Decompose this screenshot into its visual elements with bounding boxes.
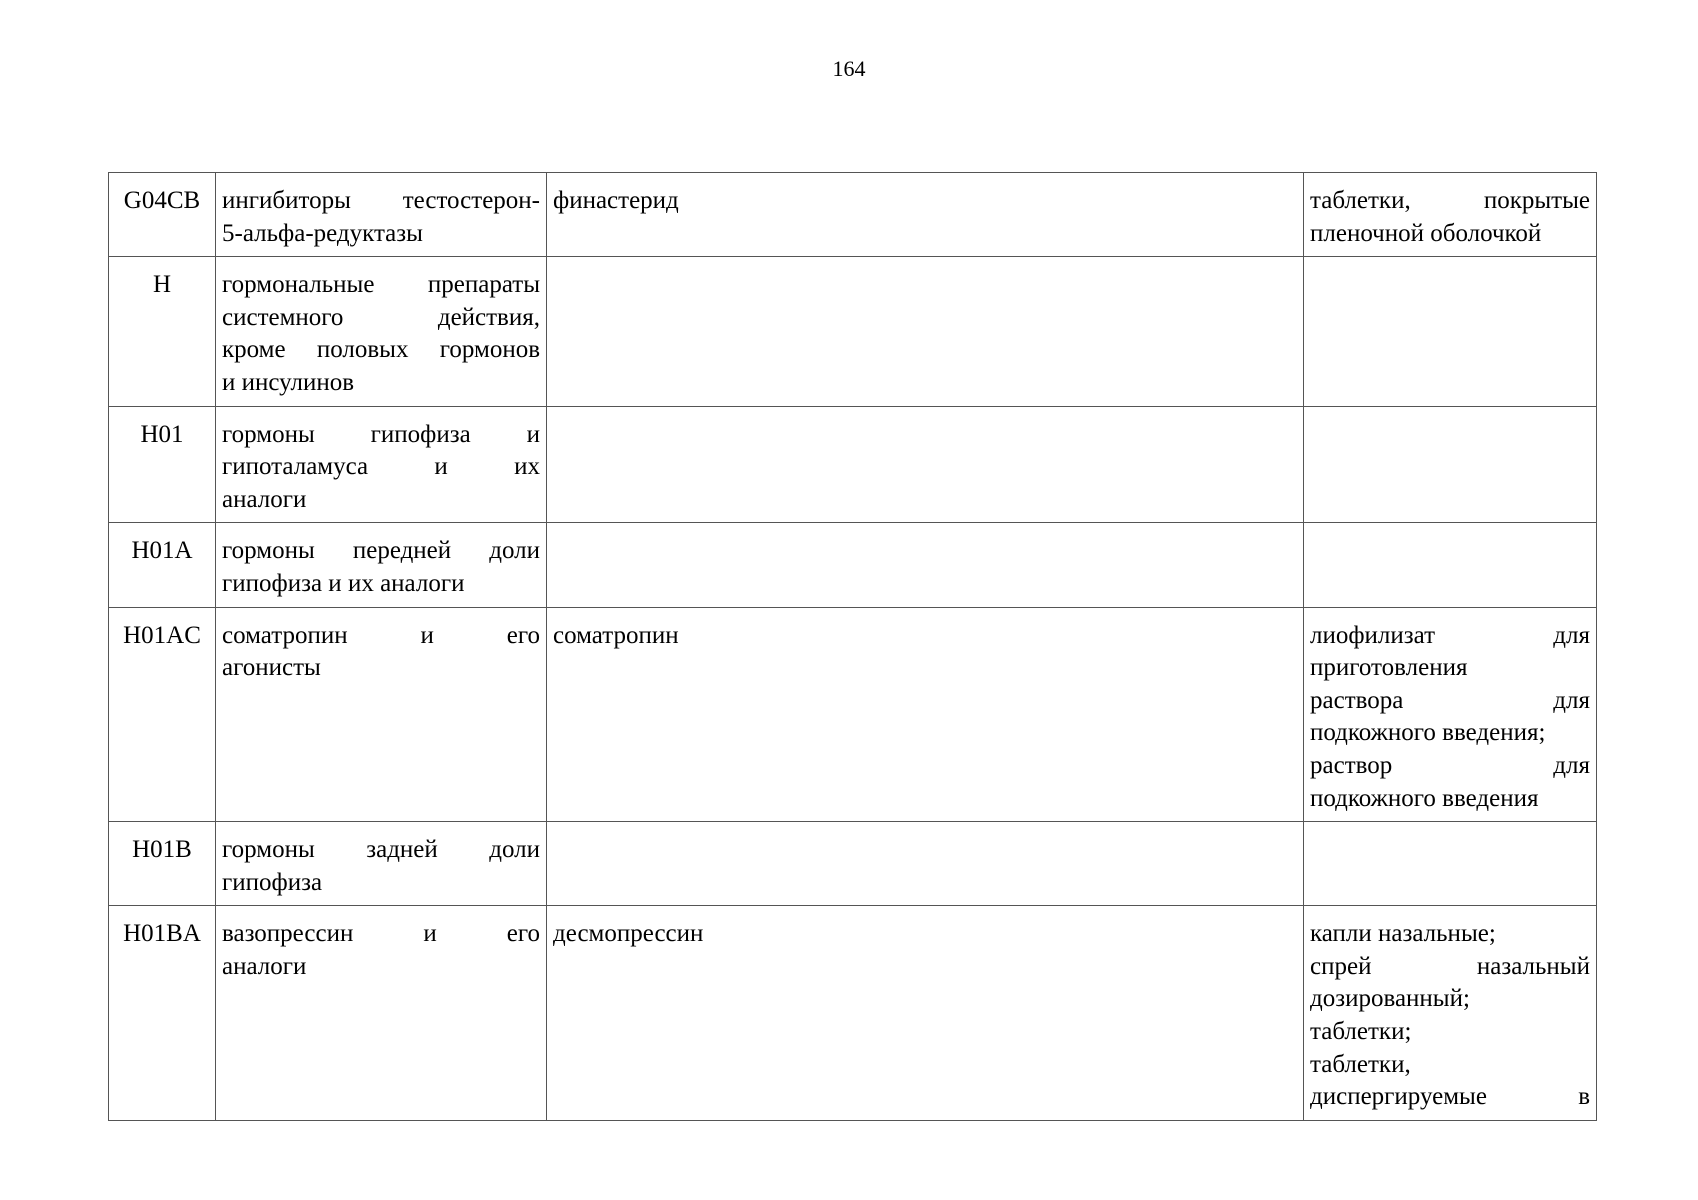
text-line: гормоны гипофиза и — [222, 420, 540, 448]
dosage-form-entry — [1310, 750, 1590, 815]
dosage-form-cell — [1304, 822, 1597, 906]
text-line: гипофиза и их аналоги — [222, 569, 465, 597]
atc-code-cell: H01A — [109, 523, 216, 607]
text-line: гипофиза — [222, 868, 323, 896]
text-line: лиофилизат для — [1310, 621, 1590, 649]
table-row — [109, 523, 1597, 607]
text-line: таблетки, — [1310, 1050, 1411, 1078]
dosage-form-cell — [1304, 257, 1597, 406]
dosage-form-cell — [1304, 406, 1597, 523]
drug-name-cell: соматропин — [547, 607, 1304, 822]
drug-list-table — [108, 172, 1597, 1121]
dosage-form-entry — [1310, 951, 1590, 1016]
text-line: раствора для — [1310, 686, 1590, 714]
text-line: и инсулинов — [222, 368, 355, 396]
text-line: таблетки, покрытые — [1310, 187, 1590, 214]
pharmacological-group-cell — [216, 523, 547, 607]
text-line: пленочной оболочкой — [1310, 219, 1542, 247]
pharmacological-group-cell — [216, 822, 547, 906]
text-line: гормональные препараты — [222, 271, 540, 299]
text-line: аналоги — [222, 485, 307, 513]
table-row — [109, 822, 1597, 906]
text-line: гипоталамуса и их — [222, 453, 540, 481]
atc-code-cell: H01BA — [109, 906, 216, 1121]
text-line: вазопрессин и его — [222, 920, 540, 948]
dosage-form-cell — [1304, 607, 1597, 822]
text-line: таблетки; — [1310, 1018, 1412, 1046]
atc-code-cell: G04CB — [109, 173, 216, 257]
table-row — [109, 607, 1597, 822]
text-line: раствор для — [1310, 751, 1590, 779]
drug-name-cell — [547, 523, 1304, 607]
text-line: соматропин и его — [222, 621, 540, 649]
atc-code-cell: H01 — [109, 406, 216, 523]
dosage-form-entry — [1310, 918, 1590, 951]
page-number: 164 — [832, 56, 866, 81]
dosage-form-entry — [1310, 185, 1590, 250]
text-line: гормоны задней доли — [222, 836, 540, 864]
atc-code-cell: H01AC — [109, 607, 216, 822]
dosage-form-cell — [1304, 906, 1597, 1121]
text-line: кроме половых гормонов — [222, 336, 540, 364]
drug-name-cell — [547, 257, 1304, 406]
text-line: капли назальные; — [1310, 920, 1496, 948]
pharmacological-group-cell — [216, 406, 547, 523]
text-line: 5-альфа-редуктазы — [222, 219, 423, 247]
text-line: подкожного введения; — [1310, 719, 1546, 747]
text-line: диспергируемые в — [1310, 1083, 1590, 1111]
table-row — [109, 257, 1597, 406]
dosage-form-entry — [1310, 1049, 1590, 1114]
text-line: ингибиторы тестостерон- — [222, 187, 540, 214]
text-line: системного действия, — [222, 303, 540, 331]
text-line: гормоны передней доли — [222, 537, 540, 565]
drug-name-cell — [547, 822, 1304, 906]
dosage-form-entry — [1310, 1016, 1590, 1049]
pharmacological-group-cell — [216, 257, 547, 406]
drug-name-cell: десмопрессин — [547, 906, 1304, 1121]
text-line: аналоги — [222, 952, 307, 980]
drug-name-cell: финастерид — [547, 173, 1304, 257]
text-line: дозированный; — [1310, 985, 1470, 1013]
text-line: приготовления — [1310, 654, 1468, 682]
text-line: агонисты — [222, 654, 321, 682]
pharmacological-group-cell — [216, 173, 547, 257]
table-row — [109, 906, 1597, 1121]
table-row — [109, 406, 1597, 523]
text-line: подкожного введения — [1310, 784, 1539, 812]
text-line: спрей назальный — [1310, 952, 1590, 980]
dosage-form-cell — [1304, 523, 1597, 607]
table-body — [109, 173, 1597, 1121]
pharmacological-group-cell — [216, 906, 547, 1121]
atc-code-cell: H — [109, 257, 216, 406]
pharmacological-group-cell — [216, 607, 547, 822]
table-row — [109, 173, 1597, 257]
dosage-form-entry — [1310, 620, 1590, 750]
drug-name-cell — [547, 406, 1304, 523]
dosage-form-cell — [1304, 173, 1597, 257]
atc-code-cell: H01B — [109, 822, 216, 906]
